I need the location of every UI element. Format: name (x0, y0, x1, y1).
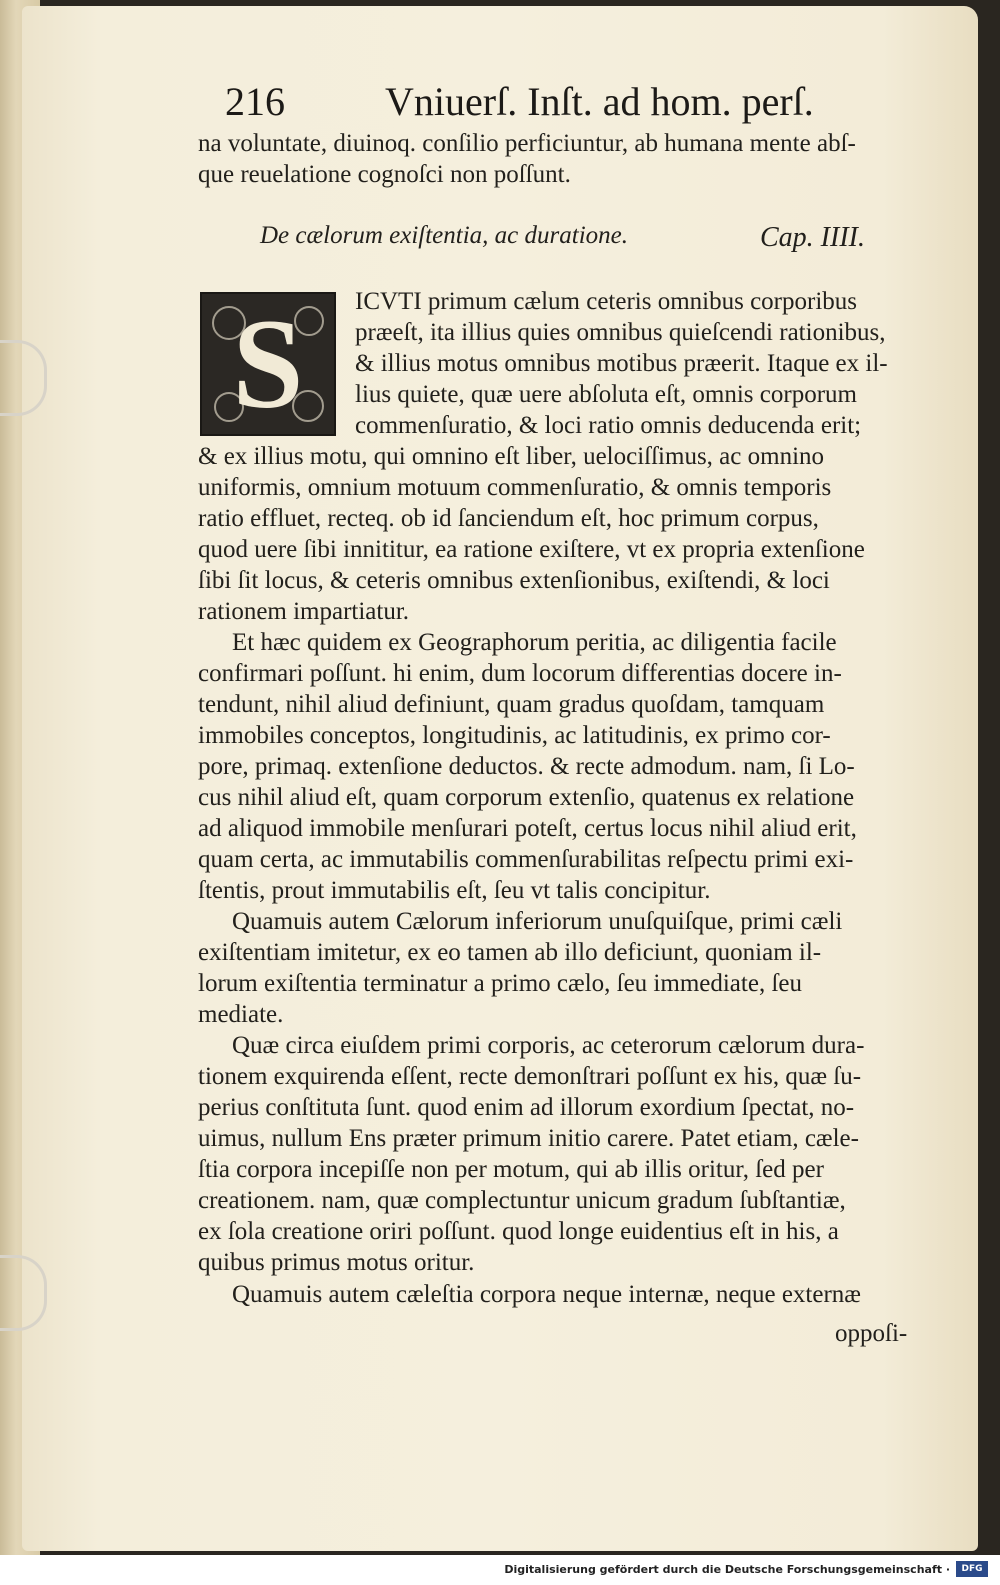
text-line: rationem impartiatur. (198, 598, 410, 625)
decorated-initial (200, 292, 336, 436)
footer-bar (0, 1555, 1000, 1585)
text-line: lius quiete, quæ uere abſoluta eſt, omnis corporum (355, 381, 857, 408)
text-line: que reuelatione cognoſci non poſſunt. (198, 161, 571, 188)
page-header (225, 78, 850, 128)
paragraph-1-head (355, 286, 953, 441)
text-line: ad aliquod immobile menſurari poteſt, certus locus nihil aliud erit, (198, 815, 857, 842)
text-line: Quamuis autem cæleſtia corpora neque internæ, neque externæ (232, 1281, 861, 1308)
text-line: præeſt, ita illius quies omnibus quieſcendi rationibus, (355, 319, 886, 346)
text-line: exiſtentiam imitetur, ex eo tamen ab illo deficiunt, quoniam il- (198, 939, 822, 966)
paragraph-1-body (198, 441, 953, 627)
text-line: tendunt, nihil aliud definiunt, quam gradus quoſdam, tamquam (198, 691, 825, 718)
text-line: creationem. nam, quæ complectuntur unicum gradum ſubſtantiæ, (198, 1187, 846, 1214)
text-line: perius conſtituta ſunt. quod enim ad illorum exordium ſpectat, no- (198, 1094, 855, 1121)
text-line: ICVTI primum cælum ceteris omnibus corporibus (355, 288, 858, 315)
text-line: uimus, nullum Ens præter primum initio carere. Patet etiam, cæle- (198, 1125, 859, 1152)
text-line: ſtentis, prout immutabilis eſt, ſeu vt talis concipitur. (198, 877, 711, 904)
chapter-number: Cap. IIII. (760, 222, 865, 253)
text-line: commenſuratio, & loci ratio omnis deducenda erit; (355, 412, 862, 439)
text-line: & illius motus omnibus motibus præerit. Itaque ex il- (355, 350, 888, 377)
text-line: quibus primus motus oritur. (198, 1249, 475, 1276)
text-line: ratio effluet, recteq. ob id ſanciendum eſt, hoc primum corpus, (198, 505, 819, 532)
text-line: ſibi ſit locus, & ceteris omnibus extenſionibus, exiſtendi, & loci (198, 567, 830, 594)
dfg-logo: DFG (956, 1561, 988, 1577)
text-line: cus nihil aliud eſt, quam corporum extenſio, quatenus ex relatione (198, 784, 855, 811)
running-title: Vniuerſ. Inſt. ad hom. perſ. (385, 79, 814, 124)
page-clip-upper (0, 340, 47, 416)
text-line: quod uere ſibi innititur, ea ratione exiſtere, vt ex propria extenſione (198, 536, 865, 563)
continued-text (198, 128, 953, 190)
paragraph-4 (198, 1030, 953, 1278)
text-line: ſtia corpora incepiſſe non per motum, qui ab illis oritur, ſed per (198, 1156, 824, 1183)
text-line: pore, primaq. extenſione deductos. & recte admodum. nam, ſi Lo- (198, 753, 855, 780)
paragraph-2 (198, 627, 953, 906)
text-line: uniformis, omnium motuum commenſuratio, & omnis temporis (198, 474, 832, 501)
text-line: Et hæc quidem ex Geographorum peritia, ac diligentia facile (232, 629, 837, 656)
page-clip-lower (0, 1255, 47, 1331)
catchword: oppoſi- (835, 1320, 908, 1347)
text-line: mediate. (198, 1001, 284, 1028)
text-line: Quæ circa eiuſdem primi corporis, ac ceterorum cælorum dura- (232, 1032, 865, 1059)
text-line: & ex illius motu, qui omnino eſt liber, uelociſſimus, ac omnino (198, 443, 825, 470)
page-number: 216 (225, 79, 285, 124)
text-line: quam certa, ac immutabilis commenſurabilitas reſpectu primi exi- (198, 846, 854, 873)
text-line: lorum exiſtentia terminatur a primo cælo, ſeu immediate, ſeu (198, 970, 802, 997)
text-line: Quamuis autem Cælorum inferiorum unuſquiſque, primi cæli (232, 908, 843, 935)
text-line: immobiles conceptos, longitudinis, ac latitudinis, ex primo cor- (198, 722, 831, 749)
text-line: na voluntate, diuinoq. conſilio perficiuntur, ab humana mente abſ- (198, 130, 856, 157)
text-line: ex ſola creatione oriri poſſunt. quod longe euidentius eſt in his, a (198, 1218, 839, 1245)
chapter-title: De cælorum exiſtentia, ac duratione. (260, 222, 628, 249)
funding-credit: Digitalisierung gefördert durch die Deutsche Forschungsgemeinschaft · (504, 1563, 950, 1576)
text-line: tionem exquirenda eſſent, recte demonſtrari poſſunt ex his, quæ ſu- (198, 1063, 862, 1090)
paragraph-3 (198, 906, 953, 1030)
initial-letter: S (232, 293, 304, 435)
paragraph-5 (198, 1279, 953, 1310)
text-line: confirmari poſſunt. hi enim, dum locorum differentias docere in- (198, 660, 842, 687)
